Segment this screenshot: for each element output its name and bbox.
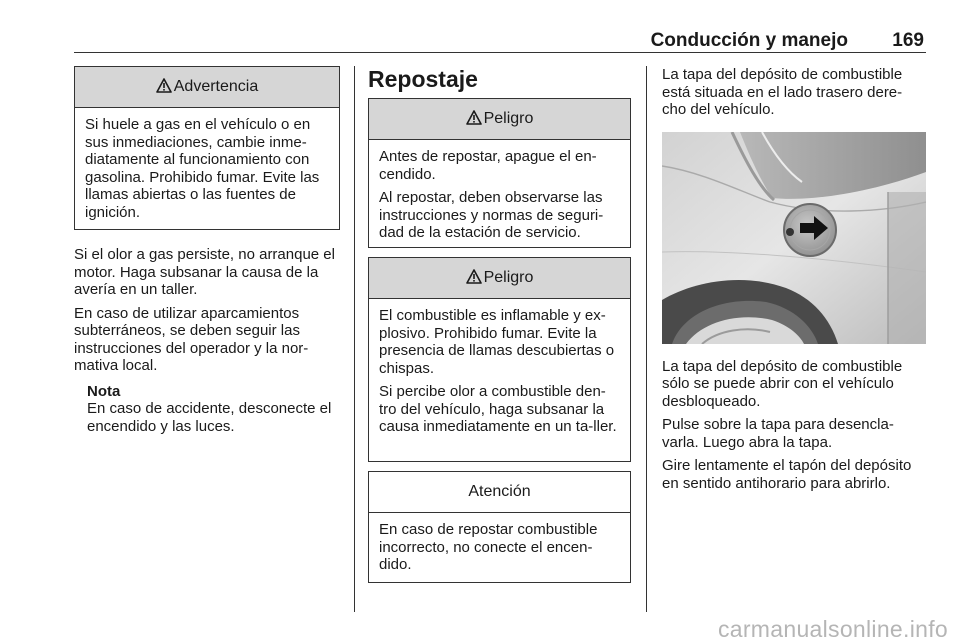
danger-text: Si percibe olor a combustible den-tro del vehículo, haga subsanar la causa inmediatamente en un ta-ller. xyxy=(379,383,617,435)
column-divider xyxy=(646,66,647,612)
column-2 xyxy=(368,66,631,583)
paragraph: Pulse sobre la tapa para desencla-varla. Luego abra la tapa. xyxy=(662,416,894,451)
note-block xyxy=(87,383,340,436)
paragraph: En caso de utilizar aparcamientos subterráneos, se deben seguir las instrucciones del operador y la nor-mativa local. xyxy=(74,304,309,374)
warning-box-title: Advertencia xyxy=(173,78,259,95)
intro-paragraph: La tapa del depósito de combustible está situada en el lado trasero dere-cho del vehículo. xyxy=(662,66,903,118)
warning-triangle-icon xyxy=(156,78,172,98)
danger-box xyxy=(368,257,631,462)
watermark-text: carmanualsonline.info xyxy=(717,616,948,642)
danger-box xyxy=(368,98,631,248)
warning-box-body xyxy=(75,108,339,231)
danger-box-title: Peligro xyxy=(483,110,534,127)
page-header xyxy=(74,30,926,53)
column-3 xyxy=(662,66,926,492)
caution-box-header xyxy=(369,472,630,513)
running-section-title: Conducción y manejo xyxy=(650,30,848,51)
caution-box-title: Atención xyxy=(468,483,531,500)
paragraph: Gire lentamente el tapón del depósito en sentido antihorario para abrirlo. xyxy=(662,457,912,492)
danger-text: Antes de repostar, apague el en-cendido. xyxy=(379,148,597,183)
warning-triangle-icon xyxy=(466,269,482,289)
danger-box-title: Peligro xyxy=(483,269,534,286)
section-heading: Repostaje xyxy=(368,66,478,92)
danger-box-header xyxy=(369,99,630,140)
fuel-door-photo xyxy=(662,132,926,344)
caution-box xyxy=(368,471,631,583)
warning-box-header xyxy=(75,67,339,108)
note-title: Nota xyxy=(87,382,121,400)
danger-text: Al repostar, deben observarse las instrucciones y normas de seguri-dad de la estación de servicio. xyxy=(379,189,604,241)
note-text: En caso de accidente, desconecte el encendido y las luces. xyxy=(87,400,332,435)
paragraph: La tapa del depósito de combustible sólo se puede abrir con el vehículo desbloqueado. xyxy=(662,357,903,410)
page-number: 169 xyxy=(892,30,924,51)
column-1 xyxy=(74,66,340,435)
fuel-flap-illustration xyxy=(662,132,926,344)
warning-triangle-icon xyxy=(466,110,482,130)
body-text xyxy=(74,246,340,375)
warning-box-text: Si huele a gas en el vehículo o en sus inmediaciones, cambie inme-diatamente al funcionamiento con gasolina. Prohibido fumar. Evite las llamas abiertas o las fuentes de ignición. xyxy=(85,116,320,221)
danger-box-body xyxy=(369,140,630,252)
column-divider xyxy=(354,66,355,612)
danger-box-body xyxy=(369,299,630,446)
caution-box-body xyxy=(369,513,630,584)
warning-box xyxy=(74,66,340,230)
body-text xyxy=(662,358,926,493)
danger-box-header xyxy=(369,258,630,299)
danger-text: El combustible es inflamable y ex-plosivo. Prohibido fumar. Evite la presencia de llamas descubiertas o chispas. xyxy=(379,307,615,377)
caution-text: En caso de repostar combustible incorrecto, no conecte el encen-dido. xyxy=(379,521,598,573)
paragraph: Si el olor a gas persiste, no arranque el motor. Haga subsanar la causa de la avería en un taller. xyxy=(74,246,335,298)
